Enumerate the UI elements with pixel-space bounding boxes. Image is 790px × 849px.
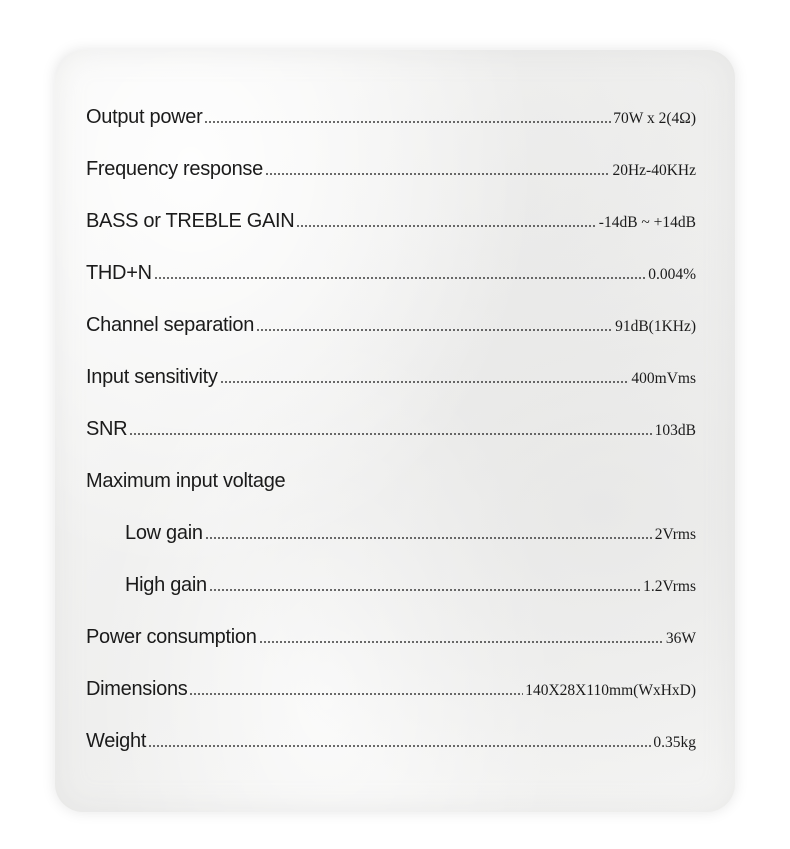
spec-list: [86, 91, 696, 767]
dot-leader: [189, 693, 523, 695]
spec-label: Power consumption: [86, 625, 257, 648]
spec-row-snr: [86, 403, 696, 455]
spec-row-bass-treble-gain: [86, 195, 696, 247]
spec-section-label: Maximum input voltage: [86, 469, 286, 492]
spec-value: 103dB: [654, 422, 696, 439]
spec-value: 2Vrms: [654, 526, 696, 543]
spec-label: BASS or TREBLE GAIN: [86, 209, 295, 232]
spec-row-weight: [86, 715, 696, 767]
spec-label: SNR: [86, 417, 128, 440]
spec-value: 1.2Vrms: [643, 578, 696, 595]
dot-leader: [148, 745, 651, 747]
spec-row-channel-separation: [86, 299, 696, 351]
spec-value: 20Hz-40KHz: [612, 162, 696, 179]
spec-value: 70W x 2(4Ω): [613, 110, 696, 127]
dot-leader: [256, 329, 613, 331]
spec-value: 36W: [665, 630, 696, 647]
dot-leader: [265, 173, 611, 175]
spec-label: THD+N: [86, 261, 152, 284]
dot-leader: [296, 225, 596, 227]
spec-label: Input sensitivity: [86, 365, 218, 388]
dot-leader: [204, 121, 611, 123]
spec-row-input-sensitivity: [86, 351, 696, 403]
spec-value: 140X28X110mm(WxHxD): [525, 682, 696, 699]
spec-label: Weight: [86, 729, 147, 752]
spec-label: High gain: [125, 573, 207, 596]
spec-label: Dimensions: [86, 677, 188, 700]
spec-label: Output power: [86, 105, 203, 128]
dot-leader: [259, 641, 664, 643]
spec-label: Frequency response: [86, 157, 263, 180]
spec-label: Low gain: [125, 521, 203, 544]
dot-leader: [205, 537, 653, 539]
spec-row-power-consumption: [86, 611, 696, 663]
spec-row-dimensions: [86, 663, 696, 715]
spec-row-output-power: [86, 91, 696, 143]
dot-leader: [209, 589, 641, 591]
spec-row-maximum-input-voltage: [86, 455, 696, 507]
spec-value: 0.004%: [648, 266, 696, 283]
spec-row-thd-n: [86, 247, 696, 299]
dot-leader: [220, 381, 630, 383]
spec-label: Channel separation: [86, 313, 255, 336]
spec-row-high-gain: [86, 559, 696, 611]
spec-value: 91dB(1KHz): [615, 318, 696, 335]
spec-value: -14dB ~ +14dB: [598, 214, 696, 231]
dot-leader: [154, 277, 646, 279]
dot-leader: [129, 433, 652, 435]
spec-row-low-gain: [86, 507, 696, 559]
spec-row-frequency-response: [86, 143, 696, 195]
spec-value: 400mVms: [631, 370, 696, 387]
spec-value: 0.35kg: [653, 734, 696, 751]
